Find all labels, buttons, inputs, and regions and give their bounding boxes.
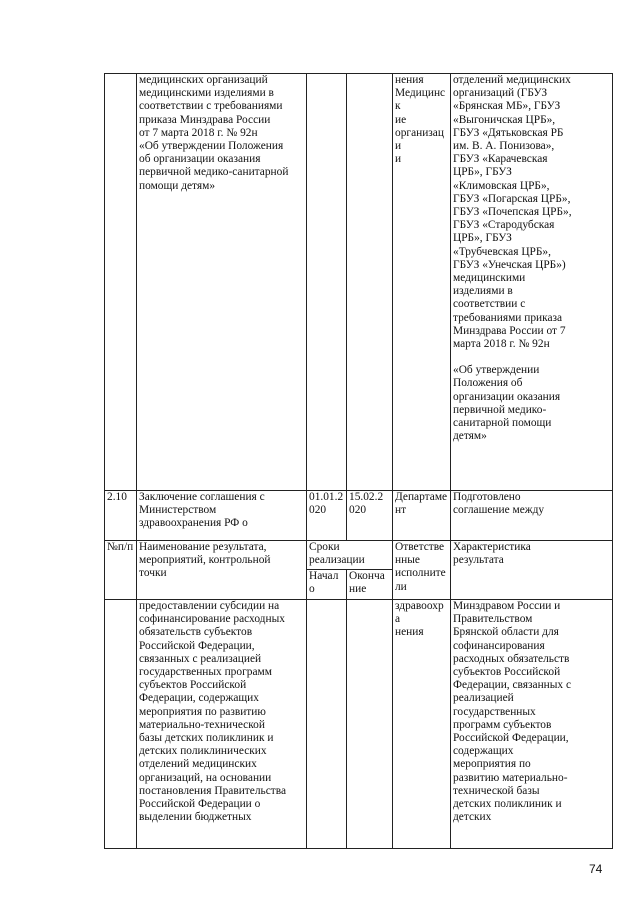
cell-num [105,600,137,849]
table-continuation-top [104,73,613,491]
header-terms: Сроки реализации [307,541,393,570]
cell-num: 2.10 [105,491,137,541]
cell-name: предоставлении субсидии на софинансирование расходных обязательств субъектов Российской Федерации, связанных с реализацией государственных программ субъектов Российской Федерации, содержащих мероприятия по развитию материально-технической базы детских поликлиник и детских поликлинических отделений медицинских организаций, на основании постановления Правительства Российской Федерации о выделении бюджетных [137,600,307,849]
header-start: Начало [307,570,347,600]
cell-start [307,74,347,491]
cell-name: медицинских организаций медицинскими изделиями в соответствии с требованиями приказа Минздрава России от 7 марта 2018 г. № 92н «Об утверждении Положения об организации оказания первичной медико-санитарной помощи детям» [137,74,307,491]
cell-result: Минздравом России и Правительством Брянской области для софинансирования расходных обязательств субъектов Российской Федерации, связанных с реализацией государственных программ субъектов Российской Федерации, содержащих мероприятия по развитию материально- технической базы детских поликлиник и детских [451,600,613,849]
cell-start [307,600,347,849]
header-name: Наименование результата, мероприятий, контрольной точки [137,541,307,600]
header-responsible: Ответстве нные исполните ли [393,541,451,600]
cell-num [105,74,137,491]
header-end: Оконча ние [347,570,393,600]
table-row [105,600,613,849]
table-row [105,491,613,541]
result-text-a: отделений медицинских организаций (ГБУЗ «Брянская МБ», ГБУЗ «Выгоничская ЦРБ», ГБУЗ «Дятьковская РБ им. В. А. Понизова», ГБУЗ «Карачевская ЦРБ», ГБУЗ «Климовская ЦРБ», ГБУЗ «Погарская ЦРБ», ГБУЗ «Почепская ЦРБ», ГБУЗ «Стародубская ЦРБ», ГБУЗ «Трубчевская ЦРБ», ГБУЗ «Унечская ЦРБ») медицинскими изделиями в соответствии с требованиями приказа Минздрава России от 7 марта 2018 г. № 92н [453,74,572,351]
cell-responsible: Департаме нт [393,491,451,541]
header-num: №п/п [105,541,137,600]
cell-name: Заключение соглашения с Министерством здравоохранения РФ о [137,491,307,541]
cell-end [347,74,393,491]
cell-responsible: здравоохра нения [393,600,451,849]
page-number: 74 [589,862,603,876]
header-row-top [105,541,613,570]
cell-result [451,74,613,491]
cell-responsible: нения Медицинск ие организаци и [393,74,451,491]
result-text-b: «Об утверждении Положения об организации оказания первичной медико- санитарной помощи детям» [453,364,561,443]
cell-start: 01.01.2 020 [307,491,347,541]
cell-end: 15.02.2 020 [347,491,393,541]
table-row-2-10 [104,490,613,541]
table-continuation-bottom [104,599,613,849]
header-result: Характеристика результата [451,541,613,600]
cell-end [347,600,393,849]
table-row [105,74,613,491]
cell-result: Подготовлено соглашение между [451,491,613,541]
table-header [104,540,613,600]
